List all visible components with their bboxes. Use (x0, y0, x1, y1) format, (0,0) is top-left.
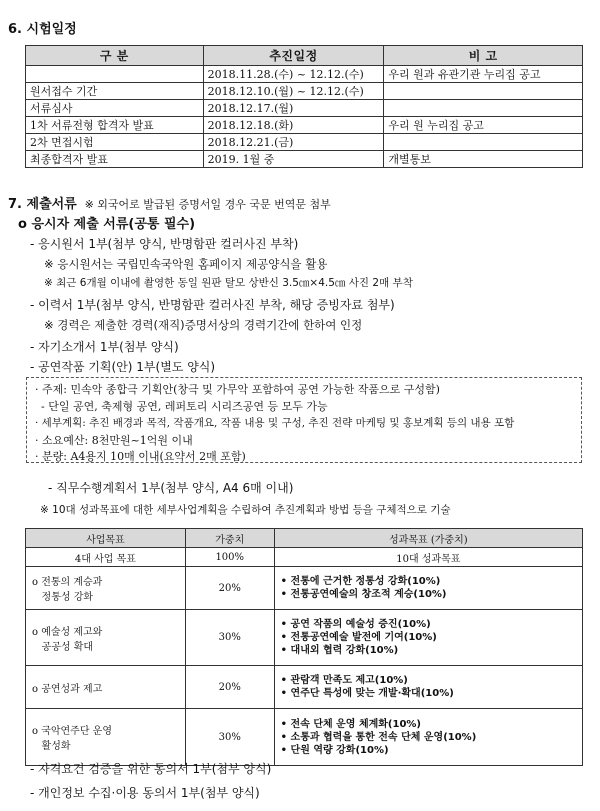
doc-line: - 자기소개서 1부(첨부 양식) (30, 340, 179, 354)
table-row (26, 100, 583, 117)
target-item: • 공연 작품의 예술성 증진(10%) (281, 618, 576, 631)
cell: 우리 원과 유관기관 누리집 공고 (384, 66, 583, 83)
header-goal: 사업목표 (26, 529, 186, 548)
goal-cell: ο 전통의 계승과 정통성 강화 (26, 567, 186, 610)
targets-cell (274, 709, 582, 766)
box-line: · 분량: A4용지 10매 이내(요약서 2매 포함) (35, 450, 246, 463)
cell (384, 134, 583, 151)
doc-line: - 직무수행계획서 1부(첨부 양식, A4 6매 이내) (48, 481, 294, 495)
schedule-table (25, 45, 583, 168)
header-target: 성과목표 (가중치) (274, 529, 582, 548)
target-item: • 단원 역량 강화(10%) (281, 744, 576, 757)
target-item: • 소통과 협력을 통한 전속 단체 운영(10%) (281, 731, 576, 744)
goal-cell: ο 국악연주단 운영 활성화 (26, 709, 186, 766)
table-row (26, 567, 583, 610)
section-7-title: 7. 제출서류 (8, 197, 77, 212)
box-line: - 단일 공연, 축제형 공연, 레퍼토리 시리즈공연 등 모두 가능 (41, 400, 328, 413)
cell: 4대 사업 목표 (26, 548, 186, 567)
table-row (26, 134, 583, 151)
note-line: ※ 10대 성과목표에 대한 세부사업계획을 수립하여 추진계획과 방법 등을 구체적으로 기술 (40, 504, 451, 516)
box-line: · 소요예산: 8천만원~1억원 이내 (35, 434, 193, 447)
header-schedule: 추진일정 (203, 46, 384, 66)
note-line: ※ 경력은 제출한 경력(재직)증명서상의 경력기간에 한하여 인정 (44, 318, 363, 332)
cell: 10대 성과목표 (274, 548, 582, 567)
plan-requirements-box (26, 377, 582, 463)
target-item: • 대내외 협력 강화(10%) (281, 644, 576, 657)
box-line: · 주제: 민속악 종합극 기획안(창극 및 가무악 포함하여 공연 가능한 작품으로 구성함) (35, 383, 440, 396)
submission-subtitle: ο 응시자 제출 서류(공통 필수) (18, 217, 196, 232)
performance-goals-table (25, 528, 583, 766)
table-header-row (26, 46, 583, 66)
cell: 2018.12.10.(월) ~ 12.12.(수) (203, 83, 384, 100)
doc-line: - 이력서 1부(첨부 양식, 반명함판 컬러사진 부착, 해당 증빙자료 첨부) (30, 298, 395, 312)
targets-cell (274, 567, 582, 610)
goal-cell: ο 공연성과 제고 (26, 666, 186, 709)
weight-cell: 20% (185, 666, 274, 709)
section-7-note: ※ 외국어로 발급된 증명서일 경우 국문 번역문 첨부 (84, 198, 331, 211)
cell: 2018.12.18.(화) (203, 117, 384, 134)
table-header-row (26, 529, 583, 548)
weight-cell: 30% (185, 709, 274, 766)
table-row (26, 666, 583, 709)
target-item: • 전통에 근거한 정통성 강화(10%) (281, 575, 576, 588)
table-row (26, 66, 583, 83)
cell: 1차 서류전형 합격자 발표 (26, 117, 204, 134)
weight-cell: 20% (185, 567, 274, 610)
section-7-heading (8, 193, 331, 212)
cell (26, 66, 204, 83)
cell: 서류심사 (26, 100, 204, 117)
target-item: • 전통공연예술 발전에 기여(10%) (281, 631, 576, 644)
target-item: • 관람객 만족도 제고(10%) (281, 674, 576, 687)
cell: 개별통보 (384, 151, 583, 168)
weight-cell: 30% (185, 610, 274, 666)
header-remarks: 비 고 (384, 46, 583, 66)
header-weight: 가중치 (185, 529, 274, 548)
targets-cell (274, 610, 582, 666)
doc-line: - 개인정보 수집·이용 동의서 1부(첨부 양식) (30, 786, 260, 800)
cell: 2차 면접시험 (26, 134, 204, 151)
section-6-title: 6. 시험일정 (8, 22, 77, 37)
cell: 우리 원 누리집 공고 (384, 117, 583, 134)
cell: 원서접수 기간 (26, 83, 204, 100)
table-subheader-row (26, 548, 583, 567)
cell (384, 100, 583, 117)
doc-line: - 자격요건 검증을 위한 동의서 1부(첨부 양식) (30, 762, 272, 776)
goal-cell: ο 예술성 제고와 공공성 확대 (26, 610, 186, 666)
note-line: ※ 응시원서는 국립민속국악원 홈페이지 제공양식을 활용 (44, 257, 328, 271)
doc-line: - 응시원서 1부(첨부 양식, 반명함판 컬러사진 부착) (30, 237, 299, 251)
doc-line: - 공연작품 기획(안) 1부(별도 양식) (30, 360, 216, 374)
note-line: ※ 최근 6개월 이내에 촬영한 동일 원판 탈모 상반신 3.5㎝×4.5㎝ 사진 2매 부착 (44, 277, 413, 289)
table-row (26, 709, 583, 766)
header-category: 구 분 (26, 46, 204, 66)
cell: 2018.12.17.(월) (203, 100, 384, 117)
table-row (26, 117, 583, 134)
cell: 2019. 1월 중 (203, 151, 384, 168)
cell: 2018.11.28.(수) ~ 12.12.(수) (203, 66, 384, 83)
targets-cell (274, 666, 582, 709)
cell: 100% (185, 548, 274, 567)
target-item: • 전속 단체 운영 체계화(10%) (281, 718, 576, 731)
table-row (26, 151, 583, 168)
cell: 2018.12.21.(금) (203, 134, 384, 151)
cell (384, 83, 583, 100)
table-row (26, 610, 583, 666)
target-item: • 전통공연예술의 창조적 계승(10%) (281, 588, 576, 601)
box-line: · 세부계획: 추진 배경과 목적, 작품개요, 작품 내용 및 구성, 추진 전략 마케팅 및 홍보계획 등의 내용 포함 (35, 417, 515, 429)
cell: 최종합격자 발표 (26, 151, 204, 168)
target-item: • 연주단 특성에 맞는 개발·확대(10%) (281, 687, 576, 700)
table-row (26, 83, 583, 100)
